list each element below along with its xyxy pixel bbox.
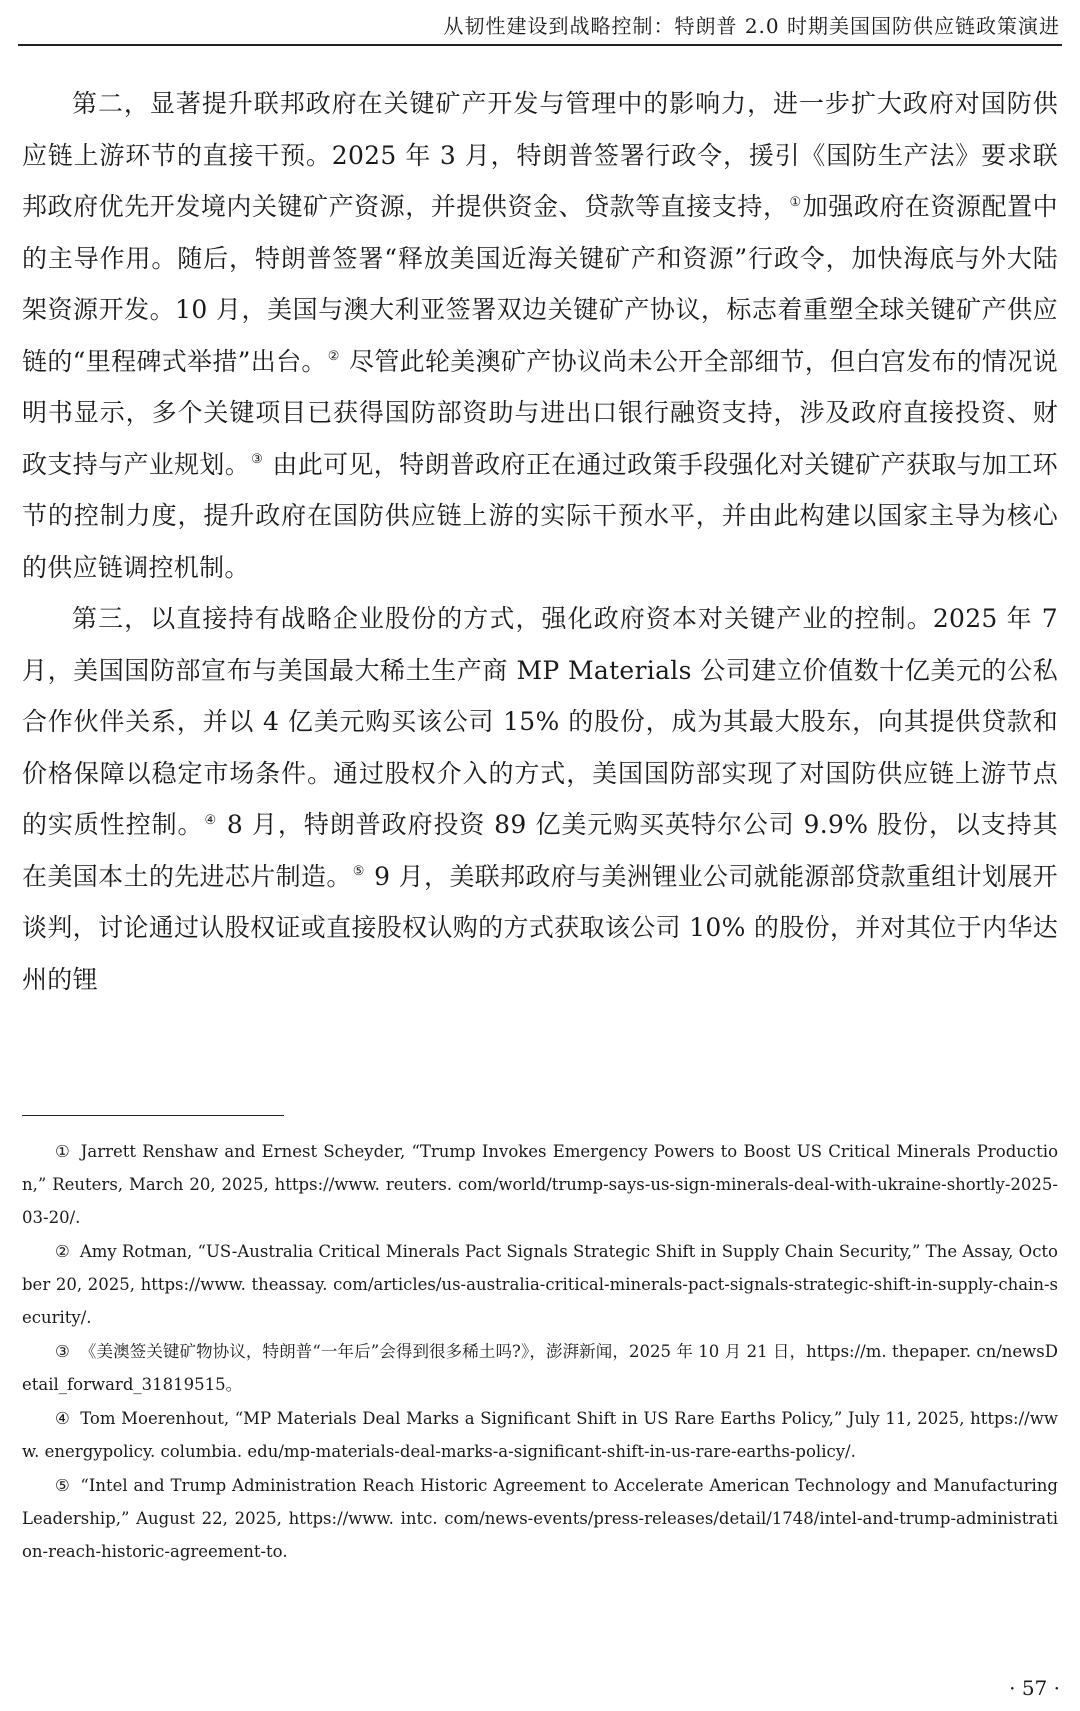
footnote — [22, 1469, 1058, 1568]
footnote-reference[interactable]: ① — [789, 194, 802, 210]
paragraph-text: 第三，以直接持有战略企业股份的方式，强化政府资本对关键产业的控制。2025 年 7 月，美国国防部宣布与美国最大稀土生产商 MP Materials 公司建立价值数十亿美元的公私合作伙伴关系，并以 4 亿美元购买该公司 15% 的股份，成为其最大股东，向其提供贷款和价格保障以稳定市场条件。通过股权介入的方式，美国国防部实现了对国防供应链上游节点的实质性控制。 — [22, 604, 1058, 839]
footnote-mark: ④ — [55, 1409, 71, 1428]
paragraph — [22, 78, 1058, 593]
paragraph-text: 由此可见，特朗普政府正在通过政策手段强化对关键矿产获取与加工环节的控制力度，提升政府在国防供应链上游的实际干预水平，并由此构建以国家主导为核心的供应链调控机制。 — [22, 449, 1058, 582]
body-text — [22, 78, 1058, 1005]
footnote — [22, 1402, 1058, 1468]
running-header: 从韧性建设到战略控制：特朗普 2.0 时期美国国防供应链政策演进 — [443, 14, 1060, 38]
footnote-mark: ③ — [55, 1342, 70, 1361]
paragraph-text: 8 月，特朗普政府投资 89 亿美元购买英特尔公司 9.9% 股份，以支持其在美国本土的先进芯片制造。 — [22, 810, 1058, 891]
footnote-mark: ② — [55, 1242, 70, 1261]
paragraph-text: 尽管此轮美澳矿产协议尚未公开全部细节，但白宫发布的情况说明书显示，多个关键项目已获得国防部资助与进出口银行融资支持，涉及政府直接投资、财政支持与产业规划。 — [22, 346, 1058, 479]
paragraph — [22, 593, 1058, 1005]
footnote-text: Jarrett Renshaw and Ernest Scheyder, “Trump Invokes Emergency Powers to Boost US Critical Minerals Production,” Reuters, March 20, 2025, https://www. reuters. com/world/trump-says-us-sign-minerals-deal-with-ukraine-shortly-2025-03-20/. — [22, 1142, 1059, 1227]
footnote-text: Amy Rotman, “US-Australia Critical Minerals Pact Signals Strategic Shift in Supply Chain Security,” The Assay, October 20, 2025, https://www. theassay. com/articles/us-australia-critical-minerals-pact-signals-strategic-shift-in-supply-chain-security/. — [22, 1242, 1058, 1327]
footnote-reference[interactable]: ② — [327, 349, 340, 365]
footnote-text: “Intel and Trump Administration Reach Historic Agreement to Accelerate American Technology and Manufacturing Leadership,” August 22, 2025, https://www. intc. com/news-events/press-releases/detail/1748/intel-and-trump-administration-reach-historic-agreement-to. — [22, 1476, 1058, 1561]
footnote-reference[interactable]: ⑤ — [352, 864, 365, 880]
footnote-mark: ① — [55, 1142, 71, 1161]
footnote-reference[interactable]: ③ — [251, 452, 264, 468]
footnote-reference[interactable]: ④ — [204, 812, 218, 828]
footnotes — [22, 1135, 1058, 1568]
footnote — [22, 1135, 1058, 1234]
footnote — [22, 1235, 1058, 1334]
paragraph-text: 第二，显著提升联邦政府在关键矿产开发与管理中的影响力，进一步扩大政府对国防供应链上游环节的直接干预。2025 年 3 月，特朗普签署行政令，援引《国防生产法》要求联邦政府优先开发境内关键矿产资源，并提供资金、贷款等直接支持， — [22, 89, 1058, 221]
paragraph-text: 9 月，美联邦政府与美洲锂业公司就能源部贷款重组计划展开谈判，讨论通过认股权证或直接股权认购的方式获取该公司 10% 的股份，并对其位于内华达州的锂 — [22, 861, 1058, 994]
footnote — [22, 1335, 1058, 1401]
header-rule — [18, 44, 1062, 46]
footnote-divider — [22, 1115, 284, 1116]
footnote-mark: ⑤ — [55, 1476, 71, 1495]
footnote-text: Tom Moerenhout, “MP Materials Deal Marks a Significant Shift in US Rare Earths Policy,” July 11, 2025, https://www. energypolicy. columbia. edu/mp-materials-deal-marks-a-significant-shift-in-us-rare-earths-policy/. — [22, 1409, 1058, 1461]
paragraph-text: 加强政府在资源配置中的主导作用。随后，特朗普签署“释放美国近海关键矿产和资源”行政令，加快海底与外大陆架资源开发。10 月，美国与澳大利亚签署双边关键矿产协议，标志着重塑全球关键矿产供应链的“里程碑式举措”出台。 — [22, 192, 1058, 376]
page-number: · 57 · — [1009, 1676, 1060, 1700]
footnote-text: 《美澳签关键矿物协议，特朗普“一年后”会得到很多稀土吗?》，澎湃新闻，2025 年 10 月 21 日，https://m. thepaper. cn/newsDetail_forward_31819515。 — [22, 1342, 1059, 1394]
